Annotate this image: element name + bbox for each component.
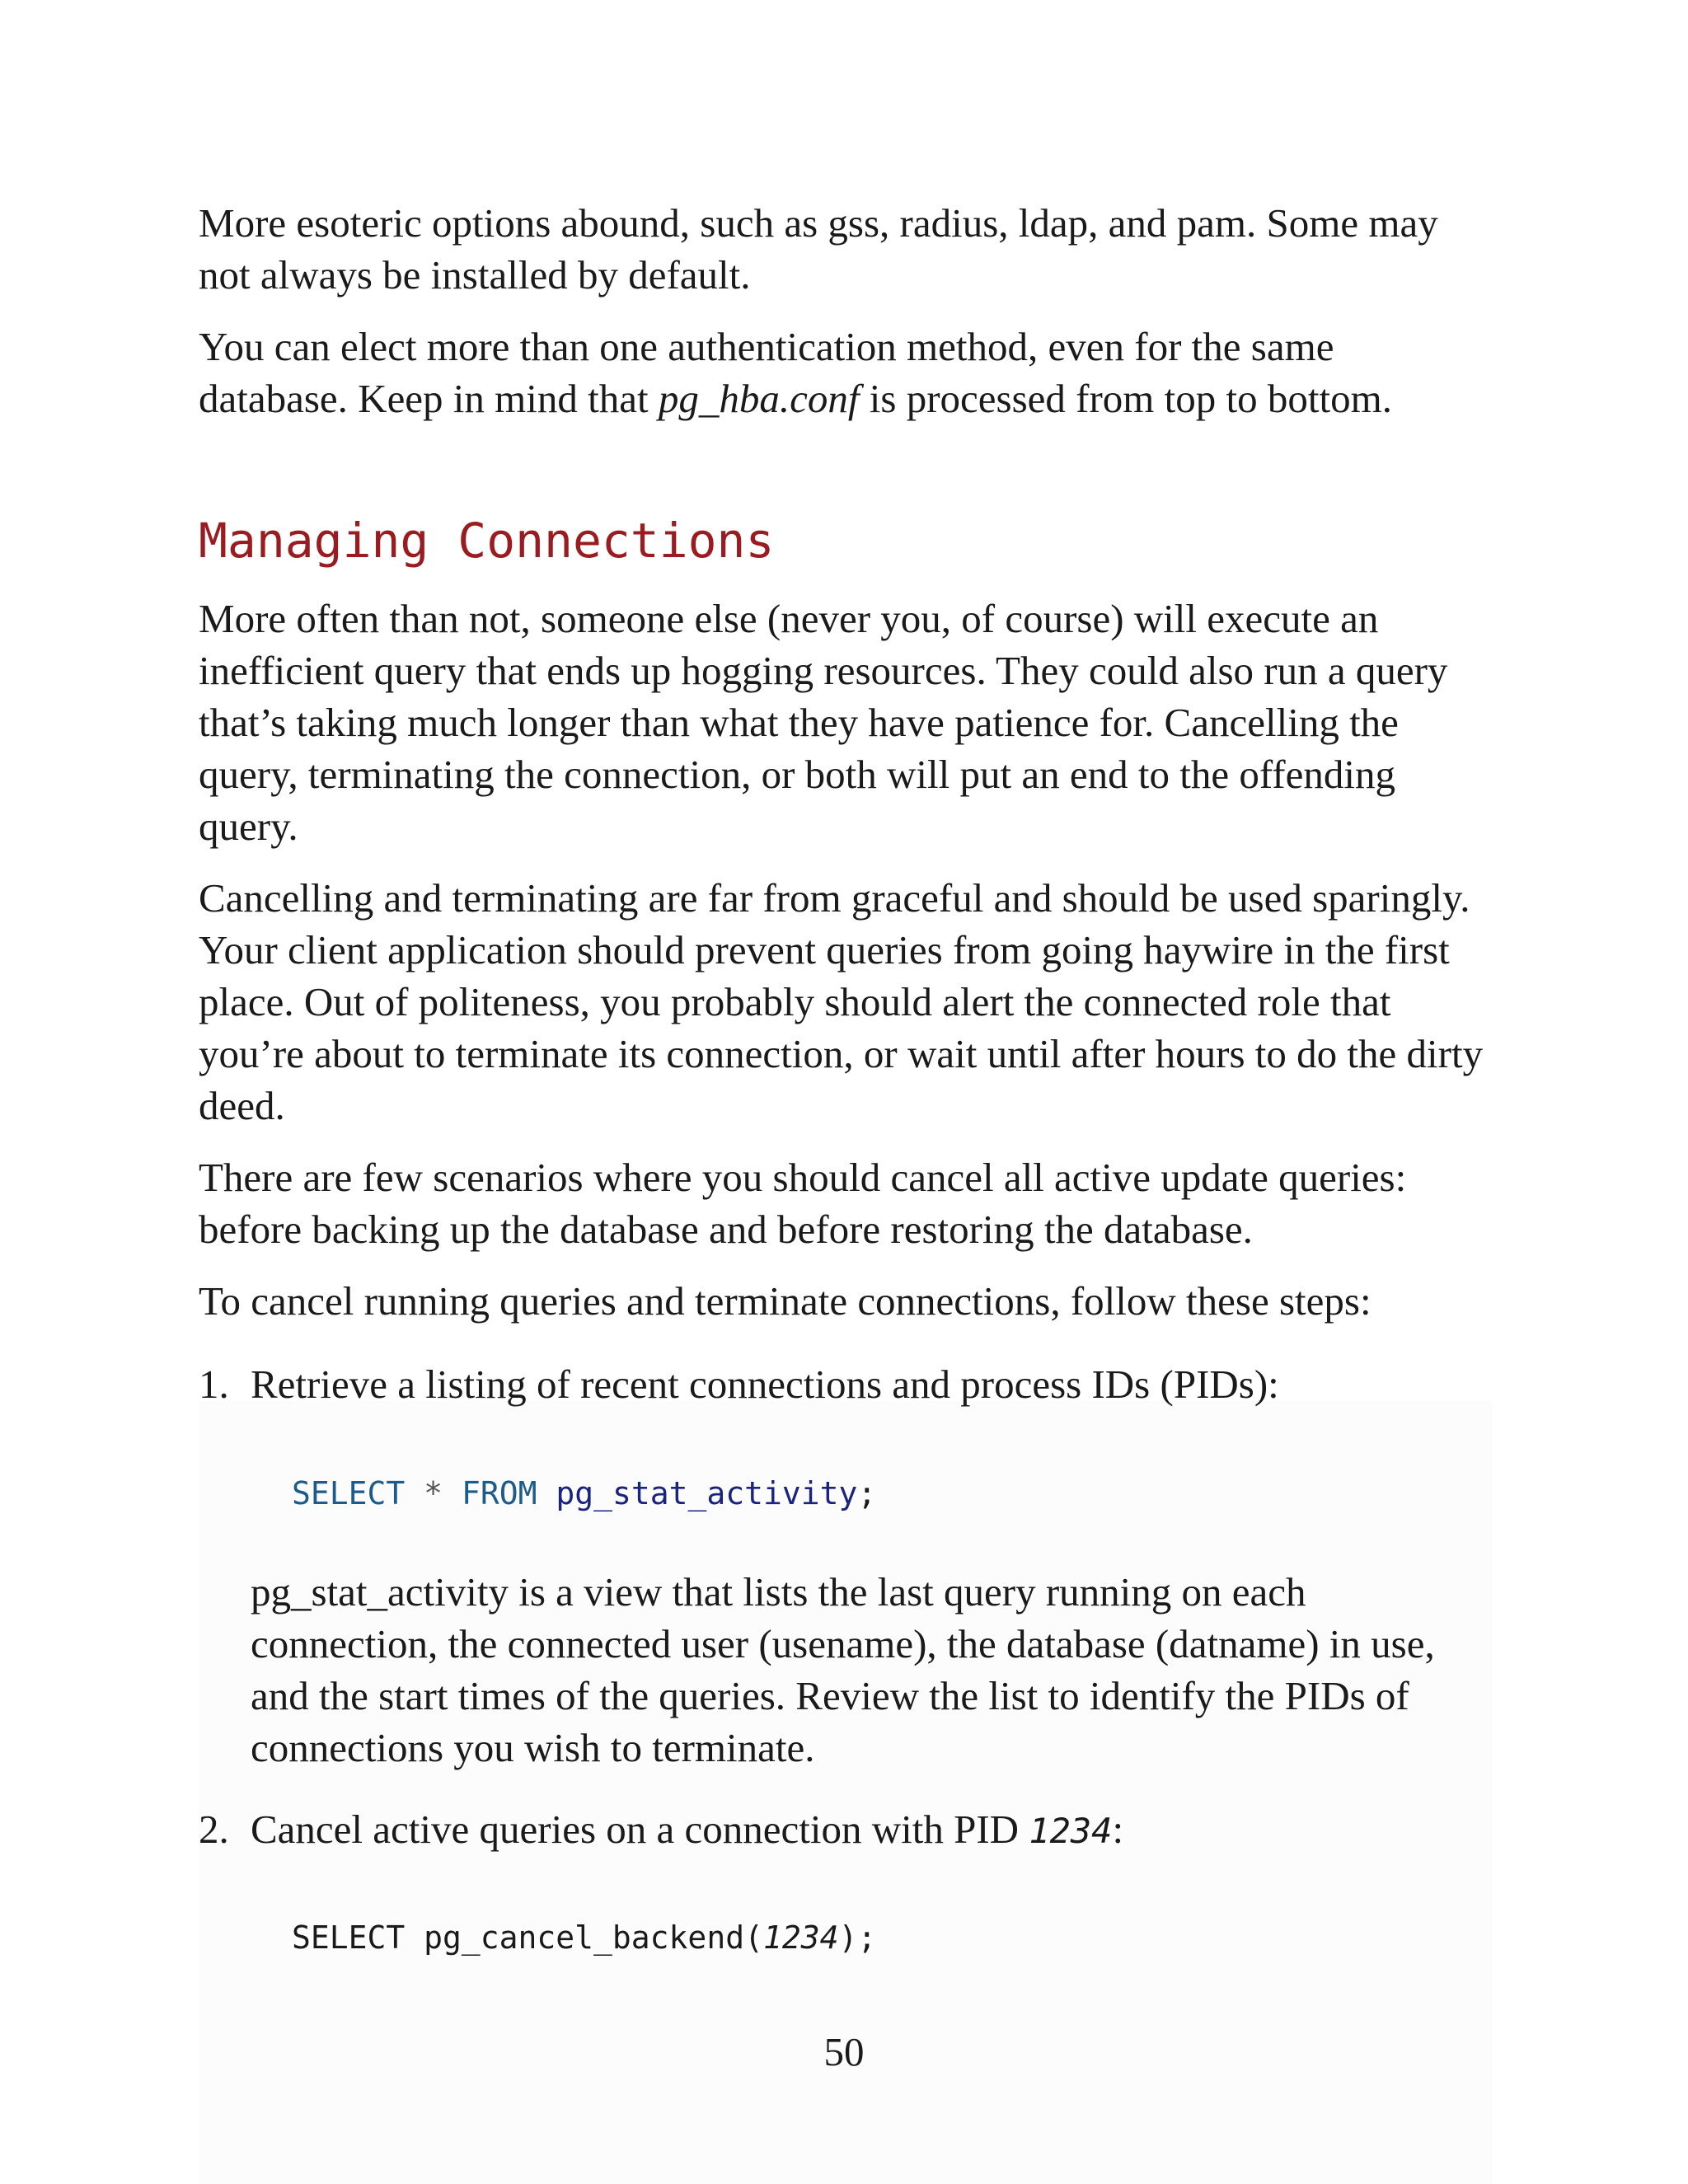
filename-pg-hba-conf: pg_hba.conf — [658, 376, 860, 421]
step-2-text — [251, 1803, 1487, 1857]
paragraph-text: is processed from top to bottom. — [859, 376, 1392, 421]
code-block-pg-stat-activity — [292, 1473, 876, 1514]
section-heading: Managing Connections — [199, 513, 775, 569]
step-text: Cancel active queries on a connection with PID — [251, 1807, 1029, 1852]
paragraph-text: You can elect more than one authentication method, even for the same database. Keep in mind that — [199, 324, 1334, 421]
paragraph-inefficient-query: More often than not, someone else (never you, of course) will execute an inefficient query that ends up hogging resources. They could also run a query that’s taking much longer than what they have patience for. Cancelling the query, terminating the connection, or both will put an end to the offending query. — [199, 596, 1448, 849]
code-keyword: SELECT — [292, 1475, 406, 1511]
step-text: : — [1112, 1807, 1124, 1852]
code-block-cancel-backend — [292, 1917, 876, 1958]
code-call: SELECT pg_cancel_backend( — [292, 1919, 763, 1956]
code-terminator: ; — [857, 1475, 877, 1511]
code-keyword: FROM — [461, 1475, 537, 1511]
code-operator: * — [424, 1475, 443, 1511]
paragraph-steps-intro: To cancel running queries and terminate connections, follow these steps: — [199, 1278, 1372, 1324]
code-call-end: ); — [838, 1919, 877, 1956]
paragraph-scenarios: There are few scenarios where you should cancel all active update queries: before backing up the database and before restoring the database. — [199, 1155, 1407, 1252]
pid-value: 1234 — [1029, 1811, 1113, 1851]
step-1-explanation: pg_stat_activity is a view that lists the last query running on each connection, the connected user (usename), the database (datname) in use, and the start times of the queries. Review the list to identify the PIDs of connections you wish to terminate. — [251, 1569, 1435, 1770]
list-number: 1. — [199, 1361, 229, 1407]
paragraph-authentication-methods — [199, 321, 1493, 424]
code-argument: 1234 — [762, 1919, 839, 1956]
list-number: 2. — [199, 1807, 229, 1852]
page-number: 50 — [823, 2029, 865, 2074]
step-1-text: Retrieve a listing of recent connections and process IDs (PIDs): — [251, 1361, 1279, 1407]
paragraph-cancelling-terminating: Cancelling and terminating are far from graceful and should be used sparingly. Your client application should prevent queries from going haywire in the first place. Out of politeness, you probably should alert the connected role that you’re about to terminate its connection, or wait until after hours to do the dirty deed. — [199, 875, 1484, 1128]
paragraph-esoteric-options: More esoteric options abound, such as gss, radius, ldap, and pam. Some may not always be installed by default. — [199, 200, 1438, 298]
code-identifier: pg_stat_activity — [556, 1475, 858, 1511]
